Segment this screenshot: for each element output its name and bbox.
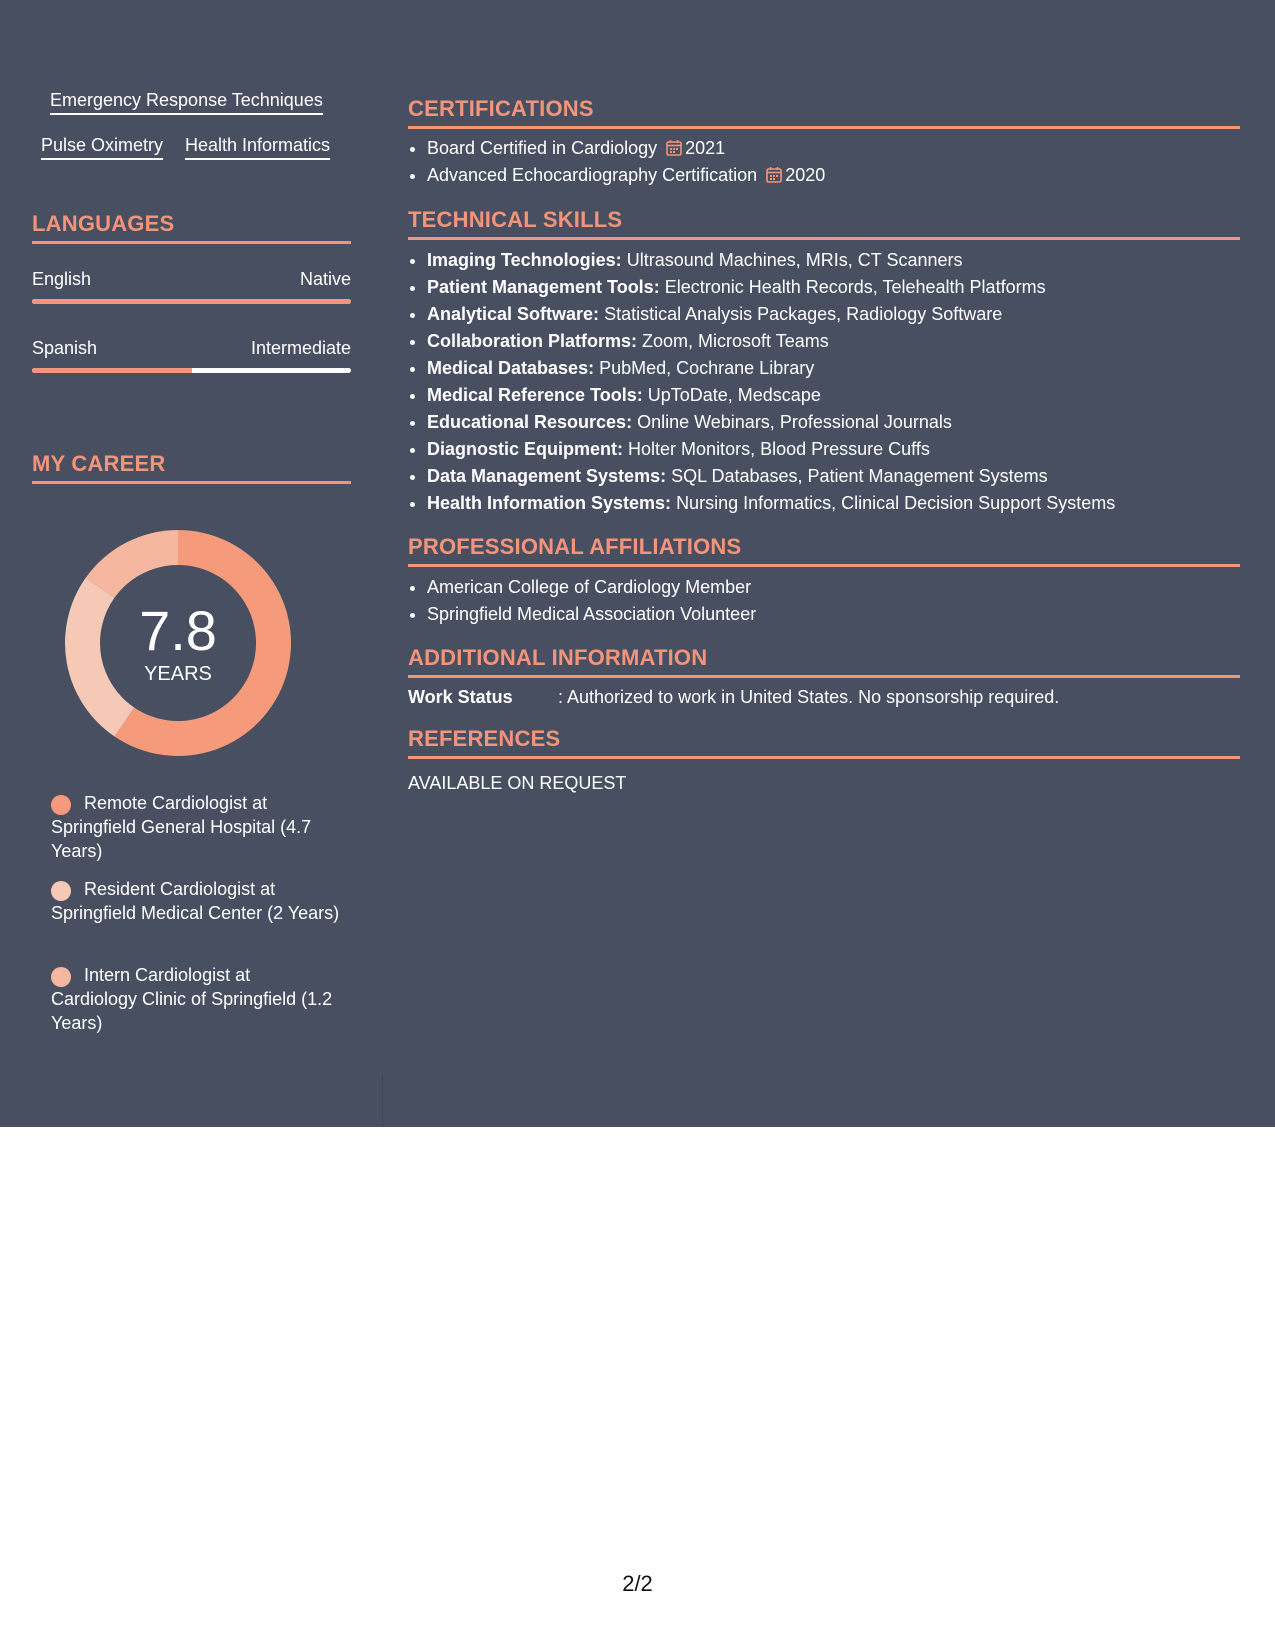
languages-title: LANGUAGES bbox=[32, 211, 351, 244]
certification-name: Advanced Echocardiography Certification bbox=[427, 165, 758, 185]
career-legend-item bbox=[51, 963, 341, 1035]
legend-dot-icon bbox=[51, 795, 71, 815]
skill-category: Imaging Technologies: bbox=[427, 250, 622, 270]
skill-value: UpToDate, Medscape bbox=[647, 385, 821, 405]
skill-item bbox=[427, 355, 1240, 382]
skill-tag: Emergency Response Techniques bbox=[50, 88, 323, 115]
technical-skills-list bbox=[408, 247, 1240, 517]
skill-value: Nursing Informatics, Clinical Decision Support Systems bbox=[676, 493, 1116, 513]
language-level-fill bbox=[32, 368, 192, 373]
certification-name: Board Certified in Cardiology bbox=[427, 138, 658, 158]
skill-category: Data Management Systems: bbox=[427, 466, 667, 486]
work-status-label: Work Status bbox=[408, 687, 513, 707]
skill-tag: Health Informatics bbox=[185, 133, 330, 160]
career-title: MY CAREER bbox=[32, 451, 351, 484]
affiliation-item: • Springfield Medical Association Volunteer bbox=[427, 601, 1240, 628]
affiliations-list bbox=[408, 574, 1240, 628]
skill-value: Statistical Analysis Packages, Radiology Software bbox=[604, 304, 1003, 324]
career-legend-item bbox=[51, 791, 341, 863]
career-total-unit: YEARS bbox=[144, 663, 212, 685]
skill-item bbox=[427, 490, 1240, 517]
skill-category: Analytical Software: bbox=[427, 304, 600, 324]
skill-category: Medical Reference Tools: bbox=[427, 385, 643, 405]
certification-year: 2021 bbox=[685, 138, 726, 158]
references-title: REFERENCES bbox=[408, 726, 1240, 759]
skill-value: Holter Monitors, Blood Pressure Cuffs bbox=[628, 439, 930, 459]
affiliation-item: • American College of Cardiology Member bbox=[427, 574, 1240, 601]
certifications-title: CERTIFICATIONS bbox=[408, 96, 1240, 129]
language-name: Spanish bbox=[32, 338, 98, 358]
calendar-icon bbox=[666, 139, 682, 156]
career-legend-label: Remote Cardiologist at Springfield General Hospital (4.7 Years) bbox=[51, 793, 312, 861]
career-total-years: 7.8 bbox=[139, 599, 217, 662]
language-name: English bbox=[32, 269, 92, 289]
skill-value: Zoom, Microsoft Teams bbox=[642, 331, 829, 351]
career-legend-label: Intern Cardiologist at Cardiology Clinic of Springfield (1.2 Years) bbox=[51, 965, 333, 1033]
language-level-fill bbox=[32, 299, 351, 304]
skill-item bbox=[427, 409, 1240, 436]
career-legend-label: Resident Cardiologist at Springfield Medical Center (2 Years) bbox=[51, 879, 340, 923]
work-status-value: : Authorized to work in United States. No sponsorship required. bbox=[558, 687, 1060, 707]
legend-dot-icon bbox=[51, 967, 71, 987]
skill-category: Patient Management Tools: bbox=[427, 277, 660, 297]
legend-dot-icon bbox=[51, 881, 71, 901]
skill-item bbox=[427, 274, 1240, 301]
skill-category: Collaboration Platforms: bbox=[427, 331, 638, 351]
language-level-bar bbox=[32, 299, 351, 304]
language-level-bar bbox=[32, 368, 351, 373]
skill-item bbox=[427, 328, 1240, 355]
skill-value: SQL Databases, Patient Management Systems bbox=[671, 466, 1048, 486]
language-level: Intermediate bbox=[250, 338, 351, 358]
skill-category: Educational Resources: bbox=[427, 412, 633, 432]
references-text: AVAILABLE ON REQUEST bbox=[408, 773, 627, 793]
page-number: 2/2 bbox=[622, 1571, 653, 1596]
career-legend-item bbox=[51, 877, 341, 925]
skill-value: Ultrasound Machines, MRIs, CT Scanners bbox=[626, 250, 963, 270]
technical-skills-title: TECHNICAL SKILLS bbox=[408, 207, 1240, 240]
skill-category: Health Information Systems: bbox=[427, 493, 672, 513]
skill-value: PubMed, Cochrane Library bbox=[599, 358, 815, 378]
certifications-list bbox=[408, 135, 1240, 189]
skill-item bbox=[427, 247, 1240, 274]
certification-item bbox=[427, 135, 1240, 162]
additional-info-title: ADDITIONAL INFORMATION bbox=[408, 645, 1240, 678]
skill-item bbox=[427, 463, 1240, 490]
skill-item bbox=[427, 436, 1240, 463]
calendar-icon bbox=[766, 166, 782, 183]
skill-value: Online Webinars, Professional Journals bbox=[637, 412, 952, 432]
certification-item bbox=[427, 162, 1240, 189]
skill-tag: Pulse Oximetry bbox=[41, 133, 163, 160]
skill-item bbox=[427, 301, 1240, 328]
certification-year: 2020 bbox=[785, 165, 826, 185]
skill-value: Electronic Health Records, Telehealth Platforms bbox=[664, 277, 1046, 297]
skill-category: Medical Databases: bbox=[427, 358, 595, 378]
affiliations-title: PROFESSIONAL AFFILIATIONS bbox=[408, 534, 1240, 567]
column-divider bbox=[382, 1075, 383, 1127]
skill-item bbox=[427, 382, 1240, 409]
skill-category: Diagnostic Equipment: bbox=[427, 439, 624, 459]
career-donut-chart bbox=[65, 530, 291, 756]
language-level: Native bbox=[299, 269, 351, 289]
